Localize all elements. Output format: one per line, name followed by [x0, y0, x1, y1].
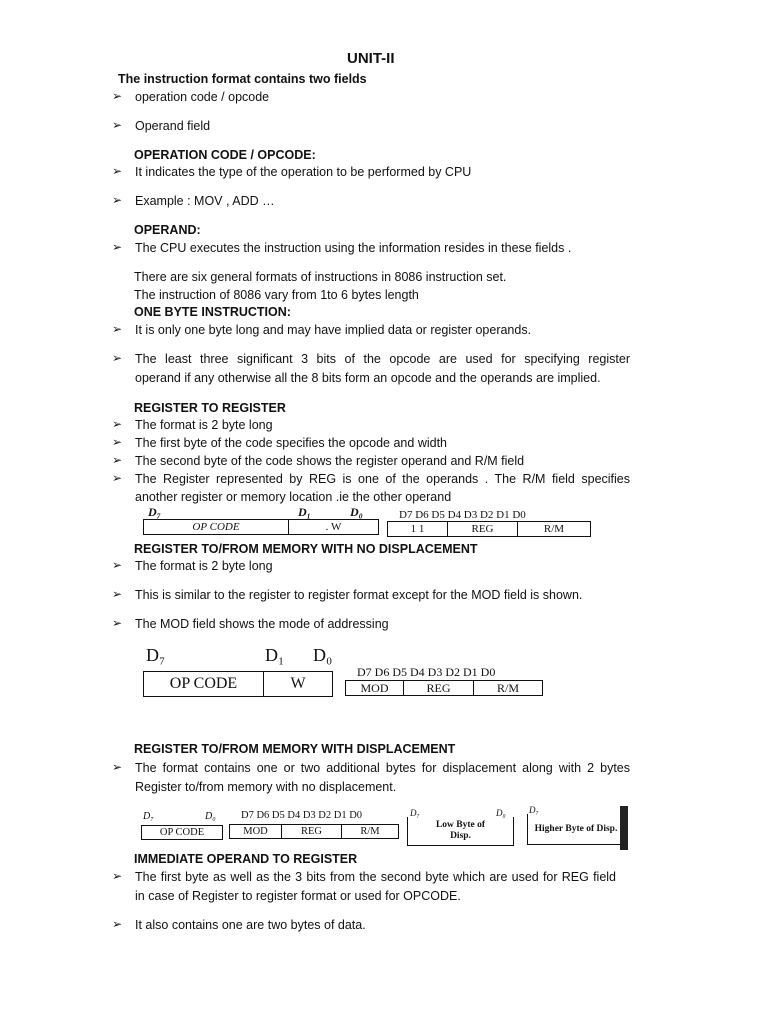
bit-label-d0: D₀ — [350, 505, 363, 519]
scan-edge — [620, 806, 628, 850]
bullet-arrow-icon: ➢ — [112, 760, 123, 774]
list-item: This is similar to the register to register format except for the MOD field is shown. — [135, 588, 583, 602]
bit-label-d1: D₁ — [298, 505, 311, 519]
list-item: The format contains one or two additional bytes for displacement along with 2 bytes — [135, 761, 630, 775]
list-item: It also contains one are two bytes of data. — [135, 918, 366, 932]
list-item: It indicates the type of the operation to be performed by CPU — [135, 165, 472, 179]
bullet-arrow-icon: ➢ — [112, 558, 123, 572]
opcode-cell: OP CODE — [144, 672, 264, 696]
bit-label-d7: D₇ — [410, 808, 420, 818]
bit-label-d7: D₇ — [529, 805, 539, 815]
bit-label-d1: D₁ — [265, 645, 285, 665]
list-item-continued: in case of Register to register format or used for OPCODE. — [135, 889, 461, 903]
bullet-arrow-icon: ➢ — [112, 322, 123, 336]
bit-header: D7 D6 D5 D4 D3 D2 D1 D0 — [241, 810, 363, 821]
bullet-arrow-icon: ➢ — [112, 193, 123, 207]
w-cell: . W — [325, 521, 342, 533]
list-item: The format is 2 byte long — [135, 418, 273, 432]
list-item: The first byte of the code specifies the opcode and width — [135, 436, 447, 450]
bullet-arrow-icon: ➢ — [112, 164, 123, 178]
second-byte-box — [387, 521, 591, 537]
list-item: Operand field — [135, 119, 211, 133]
bullet-arrow-icon: ➢ — [112, 587, 123, 601]
reg-cell: REG — [448, 522, 518, 536]
list-item: The second byte of the code shows the register operand and R/M field — [135, 454, 525, 468]
section-heading: REGISTER TO/FROM MEMORY WITH DISPLACEMENT — [134, 742, 456, 756]
second-byte-box — [229, 824, 399, 839]
list-item: The MOD field shows the mode of addressing — [135, 617, 389, 631]
high-disp-box — [527, 814, 625, 845]
bullet-arrow-icon: ➢ — [112, 240, 123, 254]
list-item: It is only one byte long and may have implied data or register operands. — [135, 323, 532, 337]
reg-cell: REG — [282, 825, 342, 838]
bullet-arrow-icon: ➢ — [112, 435, 123, 449]
bit-label-d7: D₇ — [148, 505, 161, 519]
bullet-arrow-icon: ➢ — [112, 453, 123, 467]
list-item: The first byte as well as the 3 bits from the second byte which are used for REG field — [135, 870, 616, 884]
bullet-arrow-icon: ➢ — [112, 917, 123, 931]
opcode-byte-box — [143, 519, 379, 535]
bullet-arrow-icon: ➢ — [112, 417, 123, 431]
bullet-arrow-icon: ➢ — [112, 351, 123, 365]
bit-label-d7: D₇ — [146, 645, 166, 665]
bit-label-d0: D₀ — [496, 808, 506, 818]
list-item: The format is 2 byte long — [135, 559, 273, 573]
opcode-cell: OP CODE — [159, 827, 205, 838]
section-heading: ONE BYTE INSTRUCTION: — [134, 305, 291, 319]
list-item-continued: operand if any otherwise all the 8 bits form an opcode and the operands are implied. — [135, 371, 601, 385]
list-item-continued: another register or memory location .ie the other operand — [135, 490, 452, 504]
rm-cell: R/M — [543, 523, 565, 535]
list-item: The least three significant 3 bits of the opcode are used for specifying register — [135, 352, 630, 366]
list-item: operation code / opcode — [135, 90, 270, 104]
bit-header: D7 D6 D5 D4 D3 D2 D1 D0 — [399, 509, 526, 521]
bullet-arrow-icon: ➢ — [112, 118, 123, 132]
page-title: UNIT-II — [347, 50, 395, 67]
section-heading: OPERATION CODE / OPCODE: — [134, 148, 316, 162]
bullet-arrow-icon: ➢ — [112, 89, 123, 103]
second-byte-box — [345, 680, 543, 696]
bit-label-d7: D₇ — [143, 811, 154, 822]
high-disp-label: Higher Byte of Disp. — [534, 823, 618, 834]
intro-heading: The instruction format contains two fields — [118, 72, 367, 86]
rm-cell: R/M — [360, 826, 380, 837]
mod-cell: MOD — [230, 825, 282, 838]
opcode-byte-box — [143, 671, 333, 697]
paragraph-line: The instruction of 8086 vary from 1to 6 bytes length — [134, 288, 419, 302]
list-item-continued: Register to/from memory with no displacement. — [135, 780, 397, 794]
bullet-arrow-icon: ➢ — [112, 616, 123, 630]
mod-cell: 1 1 — [388, 522, 448, 536]
list-item: The CPU executes the instruction using the information resides in these fields . — [135, 241, 572, 255]
bullet-arrow-icon: ➢ — [112, 471, 123, 485]
paragraph-line: There are six general formats of instructions in 8086 instruction set. — [134, 270, 507, 284]
bullet-arrow-icon: ➢ — [112, 869, 123, 883]
opcode-byte-box — [141, 825, 223, 840]
bit-label-d0: D₀ — [313, 645, 333, 665]
rm-cell: R/M — [496, 680, 519, 695]
section-heading: REGISTER TO REGISTER — [134, 401, 286, 415]
list-item: Example : MOV , ADD … — [135, 194, 275, 208]
reg-cell: REG — [404, 681, 474, 695]
section-heading: REGISTER TO/FROM MEMORY WITH NO DISPLACEMENT — [134, 542, 478, 556]
w-cell: W — [290, 675, 306, 692]
mod-cell: MOD — [346, 681, 404, 695]
section-heading: IMMEDIATE OPERAND TO REGISTER — [134, 852, 358, 866]
section-heading: OPERAND: — [134, 223, 201, 237]
opcode-cell: OP CODE — [144, 520, 289, 534]
bit-header: D7 D6 D5 D4 D3 D2 D1 D0 — [357, 665, 496, 679]
bit-label-d0: D₀ — [205, 811, 216, 822]
low-disp-label: Low Byte of Disp. — [435, 820, 486, 841]
low-disp-box — [407, 817, 514, 846]
list-item: The Register represented by REG is one of the operands . The R/M field specifies — [135, 472, 630, 486]
